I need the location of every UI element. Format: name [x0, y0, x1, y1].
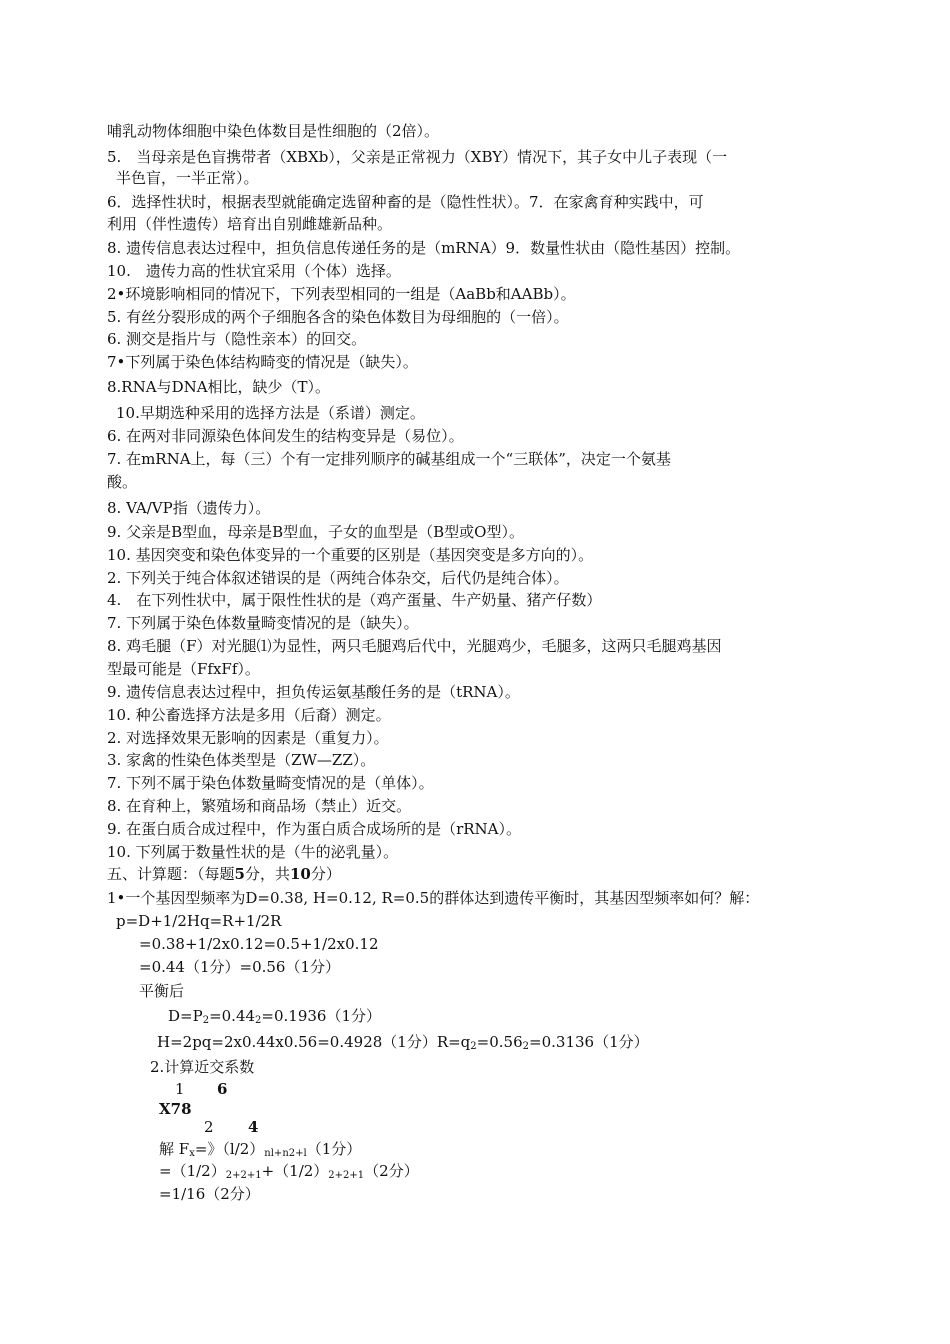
formula-line: =0.44（1分）=0.56（1分）: [139, 958, 341, 976]
solution-line: $=(1/2)_{2+2+1}+(1/2)_{2+2+1}(2$分）: [159, 1162, 419, 1181]
text-line: 7•下列属于染色体结构畸变的情况是（缺失）。: [107, 353, 418, 371]
text-line: 8. 遗传信息表达过程中，担负信息传递任务的是（mRNA）9．数量性状由（隐性基因）控制。: [107, 239, 741, 257]
text-line: 7. 在mRNA上，每（三）个有一定排列顺序的碱基组成一个“三联体”，决定一个氨基: [107, 450, 671, 468]
question-2: 2.计算近交系数: [150, 1058, 255, 1076]
text-line: 10. 种公畜选择方法是多用（后裔）测定。: [107, 706, 391, 724]
formula-line-h: H=2pq=2x0.44x0.56=0.4928（1分）$R=q_2=0.56_2=0.3136(1$分）: [157, 1033, 649, 1052]
text-line: 型最可能是（FfxFf）。: [107, 660, 260, 678]
text-line: 6. 在两对非同源染色体间发生的结构变异是（易位）。: [107, 427, 464, 445]
text-line: 7. 下列属于染色体数量畸变情况的是（缺失）。: [107, 614, 419, 632]
text-line: 2. 对选择效果无影响的因素是（重复力）。: [107, 729, 389, 747]
text-line: 哺乳动物体细胞中染色体数目是性细胞的（2倍）。: [107, 122, 440, 140]
formula-line: =0.38+1/2x0.12=0.5+1/2x0.12: [139, 935, 379, 953]
text-line: 6．选择性状时，根据表型就能确定选留种畜的是（隐性性状）。7．在家禽育种实践中，可: [107, 193, 704, 211]
text-line: 8. 鸡毛腿（F）对光腿⑴为显性，两只毛腿鸡后代中，光腿鸡少，毛腿多，这两只毛腿鸡基因: [107, 637, 722, 655]
text-line: 6. 测交是指片与（隐性亲本）的回交。: [107, 330, 367, 348]
text-line: 8. 在育种上，繁殖场和商品场（禁止）近交。: [107, 797, 412, 815]
text-line: 8.RNA与DNA相比，缺少（T）。: [107, 378, 331, 396]
text-line: 5. 有丝分裂形成的两个子细胞各含的染色体数目为母细胞的（一倍）。: [107, 308, 569, 326]
section-heading: 五、计算题：（每题5分，共10分）: [107, 865, 341, 883]
text-line: 2. 下列关于纯合体叙述错误的是（两纯合体杂交，后代仍是纯合体）。: [107, 569, 569, 587]
text-line: 半色盲，一半正常）。: [116, 169, 259, 187]
formula-line: p=D+1/2Hq=R+1/2R: [116, 912, 282, 930]
text-line: 5. 当母亲是色盲携带者（XBXb），父亲是正常视力（XBY）情况下，其子女中儿子表现（一: [107, 148, 728, 166]
text-line: 2•环境影响相同的情况下，下列表型相同的一组是（AaBb和AABb）。: [107, 285, 576, 303]
text-line: 4. 在下列性状中，属于限性性状的是（鸡产蛋量、牛产奶量、猪产仔数）: [107, 591, 602, 609]
formula-line-d: $D=P_2=0.44_2=0.1936(1$分）: [168, 1007, 382, 1026]
text-line: 3. 家禽的性染色体类型是（ZW—ZZ）。: [107, 751, 376, 769]
text-line: 利用（伴性遗传）培育出自别雌雄新品种。: [107, 215, 393, 233]
solution-line: 解 $F_x=$》$(l/2)_{nl+n2+l}(1$分）: [159, 1140, 362, 1159]
text-line: 9. 在蛋白质合成过程中，作为蛋白质合成场所的是（rRNA）。: [107, 820, 522, 838]
pedigree-label: 4: [248, 1118, 259, 1136]
text-line: 8. VA/VP指（遗传力）。: [107, 499, 271, 517]
text-line: 7. 下列不属于染色体数量畸变情况的是（单体）。: [107, 774, 434, 792]
formula-line: 平衡后: [139, 982, 185, 1000]
solution-line: =1/16（2分）: [159, 1185, 260, 1203]
pedigree-label: 2: [204, 1118, 214, 1136]
text-line: 9. 父亲是B型血，母亲是B型血，子女的血型是（B型或O型）。: [107, 523, 524, 541]
text-line: 酸。: [107, 473, 138, 491]
text-line: 9. 遗传信息表达过程中，担负传运氨基酸任务的是（tRNA）。: [107, 683, 520, 701]
text-line: 10. 基因突变和染色体变异的一个重要的区别是（基因突变是多方向的）。: [107, 546, 594, 564]
pedigree-label: 1: [175, 1080, 185, 1098]
pedigree-label: X78: [159, 1100, 192, 1118]
question-1: 1•一个基因型频率为D=0.38, H=0.12, R=0.5的群体达到遗传平衡时，其基因型频率如何？解：: [107, 889, 760, 907]
text-line: 10.早期选种采用的选择方法是（系谱）测定。: [116, 404, 425, 422]
pedigree-label: 6: [217, 1080, 228, 1098]
text-line: 10. 遗传力高的性状宜采用（个体）选择。: [107, 262, 401, 280]
text-line: 10. 下列属于数量性状的是（牛的泌乳量）。: [107, 843, 399, 861]
